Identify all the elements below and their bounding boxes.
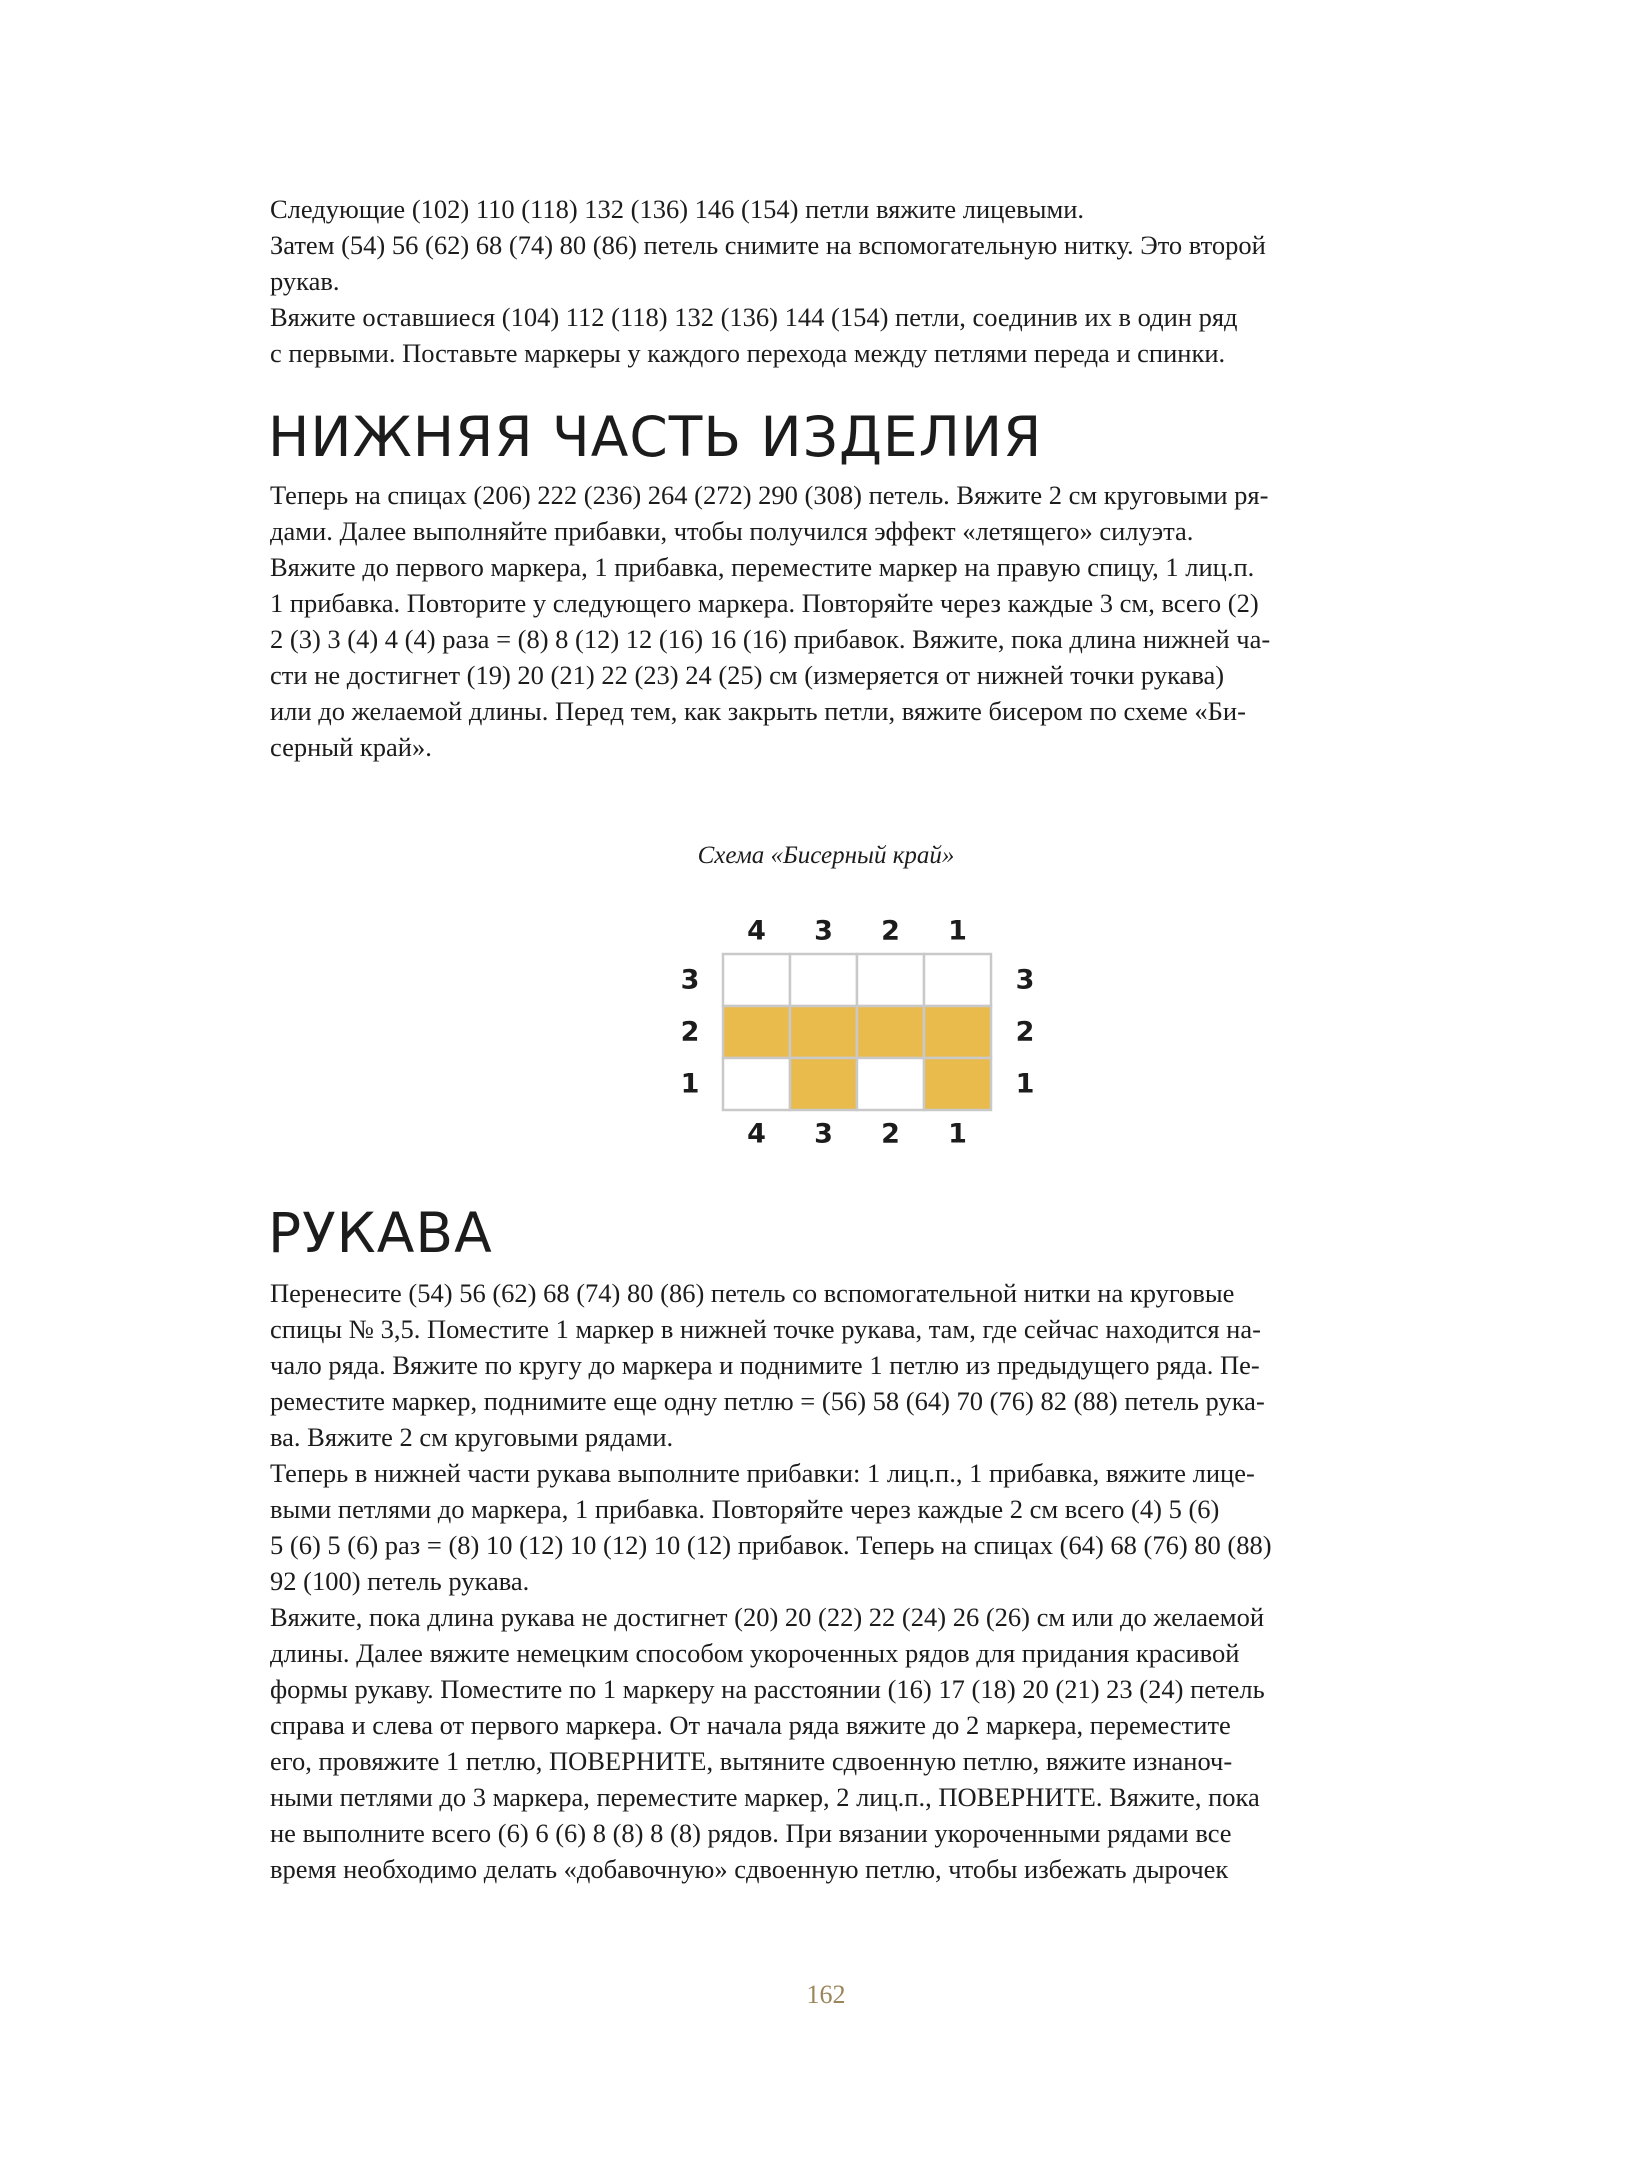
text-line: рукав. (270, 266, 340, 296)
chart-cell-bead (857, 1006, 924, 1058)
chart-cell-empty (857, 1058, 924, 1110)
text-line: Вяжите оставшиеся (104) 112 (118) 132 (136) 144 (154) петли, соединив их в один ряд (270, 302, 1238, 332)
text-line: 1 прибавка. Повторите у следующего маркера. Повторяйте через каждые 3 см, всего (2) (270, 588, 1259, 618)
chart-column-label-top: 1 (948, 915, 967, 947)
text-line: 5 (6) 5 (6) раз = (8) 10 (12) 10 (12) 10 (12) прибавок. Теперь на спицах (64) 68 (76) 80 (88) (270, 1530, 1272, 1560)
text-line: Вяжите до первого маркера, 1 прибавка, переместите маркер на правую спицу, 1 лиц.п. (270, 552, 1255, 582)
chart-row-label-right: 1 (1015, 1068, 1035, 1100)
text-line: серный край». (270, 732, 432, 762)
text-line: формы рукаву. Поместите по 1 маркеру на расстоянии (16) 17 (18) 20 (21) 23 (24) петель (270, 1674, 1265, 1704)
text-line: с первыми. Поставьте маркеры у каждого перехода между петлями переда и спинки. (270, 338, 1226, 368)
text-line: реместите маркер, поднимите еще одну петлю = (56) 58 (64) 70 (76) 82 (88) петель рука- (270, 1386, 1265, 1416)
chart-cell-empty (723, 1058, 790, 1110)
text-line: Вяжите, пока длина рукава не достигнет (20) 20 (22) 22 (24) 26 (26) см или до желаемой (270, 1602, 1265, 1632)
chart-column-label-top: 4 (747, 915, 766, 947)
chart-cell-empty (790, 954, 857, 1006)
section-heading-lower-part: НИЖНЯЯ ЧАСТЬ ИЗДЕЛИЯ (268, 405, 1043, 469)
text-line: сти не достигнет (19) 20 (21) 22 (23) 24 (25) см (измеряется от нижней точки рукава) (270, 660, 1225, 690)
chart-cell-bead (924, 1058, 991, 1110)
text-line: или до желаемой длины. Перед тем, как закрыть петли, вяжите бисером по схеме «Би- (270, 696, 1246, 726)
text-line: 2 (3) 3 (4) 4 (4) раза = (8) 8 (12) 12 (16) 16 (16) прибавок. Вяжите, пока длина нижней ча- (270, 624, 1271, 654)
chart-cell-bead (924, 1006, 991, 1058)
text-line: его, провяжите 1 петлю, ПОВЕРНИТЕ, вытяните сдвоенную петлю, вяжите изнаноч- (270, 1746, 1233, 1776)
text-line: длины. Далее вяжите немецким способом укороченных рядов для придания красивой (270, 1638, 1240, 1668)
text-line: чало ряда. Вяжите по кругу до маркера и поднимите 1 петлю из предыдущего ряда. Пе- (270, 1350, 1260, 1380)
chart-column-label-top: 3 (814, 915, 833, 947)
chart-column-label-bottom: 1 (948, 1118, 967, 1150)
chart-caption: Схема «Бисерный край» (697, 842, 955, 869)
chart-cell-bead (790, 1058, 857, 1110)
text-line: Перенесите (54) 56 (62) 68 (74) 80 (86) петель со вспомогательной нитки на круговые (270, 1278, 1235, 1308)
chart-row-label-right: 3 (1015, 964, 1035, 996)
text-line: не выполните всего (6) 6 (6) 8 (8) 8 (8) рядов. При вязании укороченными рядами все (270, 1818, 1232, 1848)
section-heading-sleeves: РУКАВА (268, 1201, 493, 1265)
chart-row-label-left: 2 (680, 1016, 700, 1048)
chart-row-label-left: 3 (680, 964, 700, 996)
chart-cell-empty (723, 954, 790, 1006)
chart-cell-bead (790, 1006, 857, 1058)
chart-cell-empty (857, 954, 924, 1006)
text-line: 92 (100) петель рукава. (270, 1566, 530, 1596)
chart-cell-empty (924, 954, 991, 1006)
page-number: 162 (806, 1980, 846, 2009)
text-line: спицы № 3,5. Поместите 1 маркер в нижней точке рукава, там, где сейчас находится на- (270, 1314, 1261, 1344)
text-line: время необходимо делать «добавочную» сдвоенную петлю, чтобы избежать дырочек (270, 1854, 1229, 1884)
chart-row-label-right: 2 (1015, 1016, 1035, 1048)
chart-column-label-bottom: 2 (881, 1118, 900, 1150)
chart-cell-bead (723, 1006, 790, 1058)
text-line: Теперь на спицах (206) 222 (236) 264 (272) 290 (308) петель. Вяжите 2 см круговыми ря- (270, 480, 1269, 510)
chart-column-label-bottom: 3 (814, 1118, 833, 1150)
chart-column-label-bottom: 4 (747, 1118, 766, 1150)
text-line: Следующие (102) 110 (118) 132 (136) 146 (154) петли вяжите лицевыми. (270, 194, 1085, 224)
text-line: ными петлями до 3 маркера, переместите маркер, 2 лиц.п., ПОВЕРНИТЕ. Вяжите, пока (270, 1782, 1260, 1812)
sleeves-paragraph (270, 1275, 1445, 1887)
text-line: ва. Вяжите 2 см круговыми рядами. (270, 1422, 674, 1452)
chart-column-label-top: 2 (881, 915, 900, 947)
text-line: выми петлями до маркера, 1 прибавка. Повторяйте через каждые 2 см всего (4) 5 (6) (270, 1494, 1220, 1524)
text-line: Теперь в нижней части рукава выполните прибавки: 1 лиц.п., 1 прибавка, вяжите лице- (270, 1458, 1255, 1488)
text-line: Затем (54) 56 (62) 68 (74) 80 (86) петель снимите на вспомогательную нитку. Это второй (270, 230, 1266, 260)
text-line: справа и слева от первого маркера. От начала ряда вяжите до 2 маркера, переместите (270, 1710, 1231, 1740)
chart-row-label-left: 1 (680, 1068, 700, 1100)
text-line: дами. Далее выполняйте прибавки, чтобы получился эффект «летящего» силуэта. (270, 516, 1194, 546)
